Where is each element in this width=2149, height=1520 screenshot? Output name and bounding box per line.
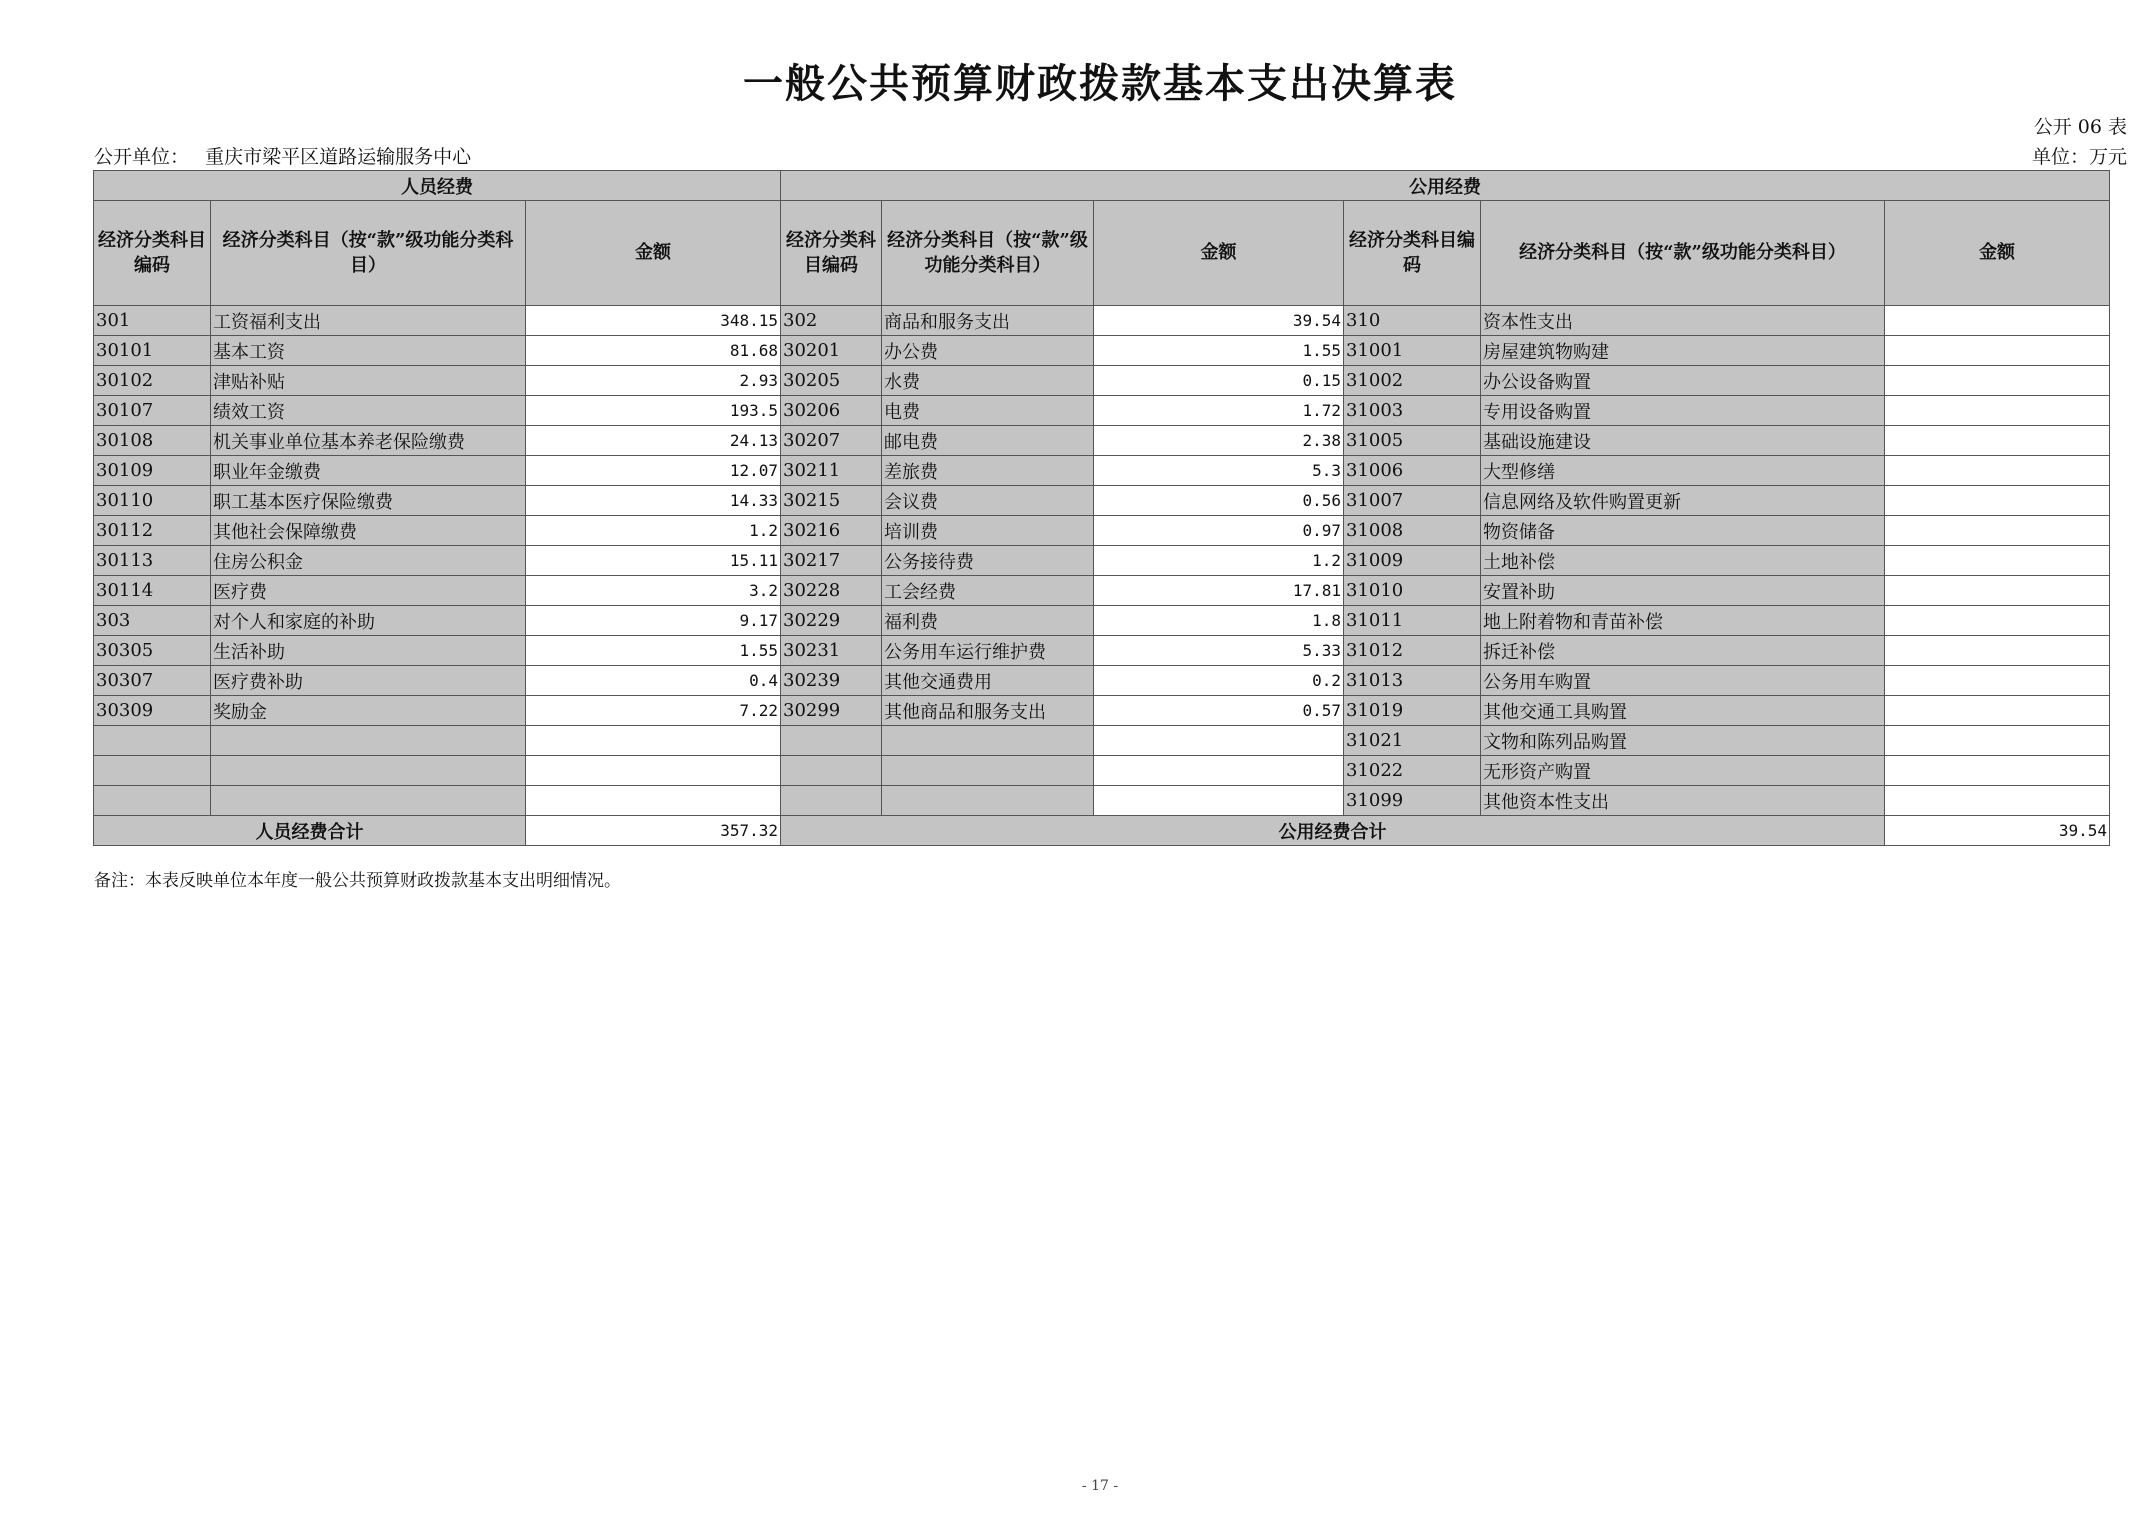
personnel-amount-cell: 81.68 [526, 336, 781, 366]
personnel-amount-cell: 7.22 [526, 696, 781, 726]
capital-code-cell: 310 [1344, 306, 1481, 336]
personnel-name-cell: 津贴补贴 [211, 366, 526, 396]
personnel-code-cell: 30307 [94, 666, 211, 696]
personnel-code-cell: 30110 [94, 486, 211, 516]
capital-code-cell: 31013 [1344, 666, 1481, 696]
personnel-name-cell: 奖励金 [211, 696, 526, 726]
group-header-row [94, 171, 2110, 201]
public-name-cell: 培训费 [882, 516, 1094, 546]
public-amount-cell: 0.97 [1094, 516, 1344, 546]
table-row [94, 516, 2110, 546]
personnel-amount-cell: 12.07 [526, 456, 781, 486]
public-code-cell: 30228 [781, 576, 882, 606]
group-public: 公用经费 [781, 171, 2110, 201]
capital-code-cell: 31021 [1344, 726, 1481, 756]
public-code-cell: 30299 [781, 696, 882, 726]
personnel-code-cell: 30108 [94, 426, 211, 456]
public-name-cell: 工会经费 [882, 576, 1094, 606]
personnel-amount-cell: 1.2 [526, 516, 781, 546]
table-row [94, 786, 2110, 816]
table-row [94, 636, 2110, 666]
public-code-cell: 30216 [781, 516, 882, 546]
public-code-cell: 30205 [781, 366, 882, 396]
public-code-cell: 302 [781, 306, 882, 336]
table-row [94, 486, 2110, 516]
personnel-amount-cell [526, 756, 781, 786]
capital-code-cell: 31012 [1344, 636, 1481, 666]
personnel-name-cell: 医疗费补助 [211, 666, 526, 696]
personnel-code-cell: 301 [94, 306, 211, 336]
capital-code-cell: 31011 [1344, 606, 1481, 636]
capital-name-cell: 拆迁补偿 [1481, 636, 1885, 666]
personnel-amount-cell: 15.11 [526, 546, 781, 576]
public-code-cell: 30207 [781, 426, 882, 456]
capital-name-cell: 物资储备 [1481, 516, 1885, 546]
header-personnel-amount: 金额 [526, 201, 781, 306]
capital-code-cell: 31002 [1344, 366, 1481, 396]
capital-code-cell: 31022 [1344, 756, 1481, 786]
personnel-name-cell: 工资福利支出 [211, 306, 526, 336]
table-row [94, 396, 2110, 426]
public-amount-cell: 0.56 [1094, 486, 1344, 516]
public-code-cell [781, 726, 882, 756]
public-amount-cell: 1.72 [1094, 396, 1344, 426]
public-name-cell [882, 756, 1094, 786]
budget-table [93, 170, 2110, 846]
personnel-code-cell: 30102 [94, 366, 211, 396]
personnel-amount-cell [526, 786, 781, 816]
capital-amount-cell [1885, 786, 2110, 816]
public-name-cell [882, 786, 1094, 816]
public-name-cell: 会议费 [882, 486, 1094, 516]
public-amount-cell: 0.15 [1094, 366, 1344, 396]
public-code-cell: 30239 [781, 666, 882, 696]
public-name-cell [882, 726, 1094, 756]
personnel-amount-cell [526, 726, 781, 756]
public-code-cell: 30201 [781, 336, 882, 366]
capital-amount-cell [1885, 426, 2110, 456]
public-code-cell: 30217 [781, 546, 882, 576]
table-row [94, 726, 2110, 756]
capital-amount-cell [1885, 366, 2110, 396]
capital-code-cell: 31007 [1344, 486, 1481, 516]
personnel-name-cell: 绩效工资 [211, 396, 526, 426]
table-row [94, 306, 2110, 336]
personnel-name-cell: 机关事业单位基本养老保险缴费 [211, 426, 526, 456]
capital-amount-cell [1885, 486, 2110, 516]
personnel-name-cell: 职业年金缴费 [211, 456, 526, 486]
public-amount-cell [1094, 726, 1344, 756]
personnel-amount-cell: 24.13 [526, 426, 781, 456]
capital-amount-cell [1885, 456, 2110, 486]
public-total-value: 39.54 [1885, 816, 2110, 846]
public-name-cell: 其他交通费用 [882, 666, 1094, 696]
personnel-name-cell: 医疗费 [211, 576, 526, 606]
capital-code-cell: 31010 [1344, 576, 1481, 606]
personnel-name-cell: 其他社会保障缴费 [211, 516, 526, 546]
personnel-amount-cell: 193.5 [526, 396, 781, 426]
personnel-code-cell: 30305 [94, 636, 211, 666]
personnel-code-cell: 30107 [94, 396, 211, 426]
public-name-cell: 商品和服务支出 [882, 306, 1094, 336]
header-capital-amount: 金额 [1885, 201, 2110, 306]
personnel-name-cell [211, 756, 526, 786]
capital-code-cell: 31008 [1344, 516, 1481, 546]
public-name-cell: 公务用车运行维护费 [882, 636, 1094, 666]
public-amount-cell: 1.2 [1094, 546, 1344, 576]
personnel-name-cell [211, 786, 526, 816]
reporting-unit-label: 公开单位： [94, 146, 190, 168]
personnel-amount-cell: 2.93 [526, 366, 781, 396]
public-name-cell: 差旅费 [882, 456, 1094, 486]
capital-code-cell: 31003 [1344, 396, 1481, 426]
public-total-label: 公用经费合计 [781, 816, 1885, 846]
personnel-amount-cell: 348.15 [526, 306, 781, 336]
public-code-cell: 30231 [781, 636, 882, 666]
personnel-code-cell: 30309 [94, 696, 211, 726]
personnel-code-cell: 30112 [94, 516, 211, 546]
capital-code-cell: 31001 [1344, 336, 1481, 366]
personnel-total-value: 357.32 [526, 816, 781, 846]
header-personnel-name: 经济分类科目（按“款”级功能分类科目） [211, 201, 526, 306]
public-code-cell: 30229 [781, 606, 882, 636]
capital-amount-cell [1885, 756, 2110, 786]
capital-code-cell: 31005 [1344, 426, 1481, 456]
capital-amount-cell [1885, 516, 2110, 546]
column-header-row [94, 201, 2110, 306]
capital-name-cell: 其他交通工具购置 [1481, 696, 1885, 726]
personnel-code-cell: 303 [94, 606, 211, 636]
public-code-cell [781, 756, 882, 786]
capital-name-cell: 安置补助 [1481, 576, 1885, 606]
capital-amount-cell [1885, 696, 2110, 726]
page-title: 一般公共预算财政拨款基本支出决算表 [743, 60, 1457, 107]
capital-code-cell: 31009 [1344, 546, 1481, 576]
public-code-cell: 30206 [781, 396, 882, 426]
capital-amount-cell [1885, 576, 2110, 606]
public-amount-cell: 5.3 [1094, 456, 1344, 486]
totals-row [94, 816, 2110, 846]
reporting-unit [94, 142, 471, 169]
table-row [94, 456, 2110, 486]
header-public-amount: 金额 [1094, 201, 1344, 306]
capital-amount-cell [1885, 306, 2110, 336]
table-row [94, 696, 2110, 726]
personnel-name-cell: 对个人和家庭的补助 [211, 606, 526, 636]
capital-name-cell: 大型修缮 [1481, 456, 1885, 486]
public-amount-cell: 39.54 [1094, 306, 1344, 336]
public-code-cell [781, 786, 882, 816]
page-number: - 17 - [1081, 1478, 1119, 1494]
table-row [94, 366, 2110, 396]
capital-code-cell: 31099 [1344, 786, 1481, 816]
public-amount-cell: 5.33 [1094, 636, 1344, 666]
header-capital-code: 经济分类科目编码 [1344, 201, 1481, 306]
personnel-code-cell: 30109 [94, 456, 211, 486]
table-row [94, 336, 2110, 366]
capital-amount-cell [1885, 546, 2110, 576]
personnel-name-cell [211, 726, 526, 756]
personnel-code-cell [94, 726, 211, 756]
public-amount-cell: 1.8 [1094, 606, 1344, 636]
header-personnel-code: 经济分类科目编码 [94, 201, 211, 306]
capital-name-cell: 其他资本性支出 [1481, 786, 1885, 816]
public-amount-cell [1094, 786, 1344, 816]
table-row [94, 576, 2110, 606]
personnel-code-cell: 30101 [94, 336, 211, 366]
capital-code-cell: 31019 [1344, 696, 1481, 726]
capital-amount-cell [1885, 666, 2110, 696]
personnel-amount-cell: 1.55 [526, 636, 781, 666]
public-amount-cell: 1.55 [1094, 336, 1344, 366]
capital-name-cell: 信息网络及软件购置更新 [1481, 486, 1885, 516]
header-public-code: 经济分类科目编码 [781, 201, 882, 306]
currency-unit: 单位：万元 [2031, 146, 2127, 168]
public-name-cell: 水费 [882, 366, 1094, 396]
public-name-cell: 电费 [882, 396, 1094, 426]
personnel-name-cell: 职工基本医疗保险缴费 [211, 486, 526, 516]
capital-amount-cell [1885, 636, 2110, 666]
capital-name-cell: 公务用车购置 [1481, 666, 1885, 696]
public-code-cell: 30211 [781, 456, 882, 486]
personnel-code-cell: 30113 [94, 546, 211, 576]
capital-name-cell: 资本性支出 [1481, 306, 1885, 336]
public-name-cell: 办公费 [882, 336, 1094, 366]
public-code-cell: 30215 [781, 486, 882, 516]
capital-name-cell: 地上附着物和青苗补偿 [1481, 606, 1885, 636]
public-amount-cell: 2.38 [1094, 426, 1344, 456]
group-personnel: 人员经费 [94, 171, 781, 201]
personnel-amount-cell: 9.17 [526, 606, 781, 636]
public-name-cell: 其他商品和服务支出 [882, 696, 1094, 726]
personnel-name-cell: 基本工资 [211, 336, 526, 366]
public-name-cell: 邮电费 [882, 426, 1094, 456]
header-capital-name: 经济分类科目（按“款”级功能分类科目） [1481, 201, 1885, 306]
capital-name-cell: 无形资产购置 [1481, 756, 1885, 786]
capital-name-cell: 房屋建筑物购建 [1481, 336, 1885, 366]
personnel-amount-cell: 14.33 [526, 486, 781, 516]
table-number: 公开 06 表 [2033, 116, 2127, 138]
capital-amount-cell [1885, 396, 2110, 426]
capital-amount-cell [1885, 726, 2110, 756]
table-row [94, 756, 2110, 786]
capital-amount-cell [1885, 606, 2110, 636]
capital-name-cell: 专用设备购置 [1481, 396, 1885, 426]
capital-name-cell: 办公设备购置 [1481, 366, 1885, 396]
personnel-code-cell: 30114 [94, 576, 211, 606]
personnel-amount-cell: 3.2 [526, 576, 781, 606]
personnel-total-label: 人员经费合计 [94, 816, 526, 846]
table-note: 备注：本表反映单位本年度一般公共预算财政拨款基本支出明细情况。 [94, 871, 621, 891]
public-name-cell: 公务接待费 [882, 546, 1094, 576]
capital-code-cell: 31006 [1344, 456, 1481, 486]
header-public-name: 经济分类科目（按“款”级功能分类科目） [882, 201, 1094, 306]
capital-name-cell: 文物和陈列品购置 [1481, 726, 1885, 756]
personnel-name-cell: 生活补助 [211, 636, 526, 666]
capital-name-cell: 基础设施建设 [1481, 426, 1885, 456]
capital-amount-cell [1885, 336, 2110, 366]
capital-name-cell: 土地补偿 [1481, 546, 1885, 576]
public-amount-cell: 0.57 [1094, 696, 1344, 726]
personnel-code-cell [94, 756, 211, 786]
table-row [94, 606, 2110, 636]
public-name-cell: 福利费 [882, 606, 1094, 636]
table-row [94, 666, 2110, 696]
table-row [94, 426, 2110, 456]
personnel-name-cell: 住房公积金 [211, 546, 526, 576]
table-row [94, 546, 2110, 576]
reporting-unit-name: 重庆市梁平区道路运输服务中心 [205, 146, 472, 168]
public-amount-cell: 0.2 [1094, 666, 1344, 696]
personnel-amount-cell: 0.4 [526, 666, 781, 696]
personnel-code-cell [94, 786, 211, 816]
public-amount-cell [1094, 756, 1344, 786]
public-amount-cell: 17.81 [1094, 576, 1344, 606]
